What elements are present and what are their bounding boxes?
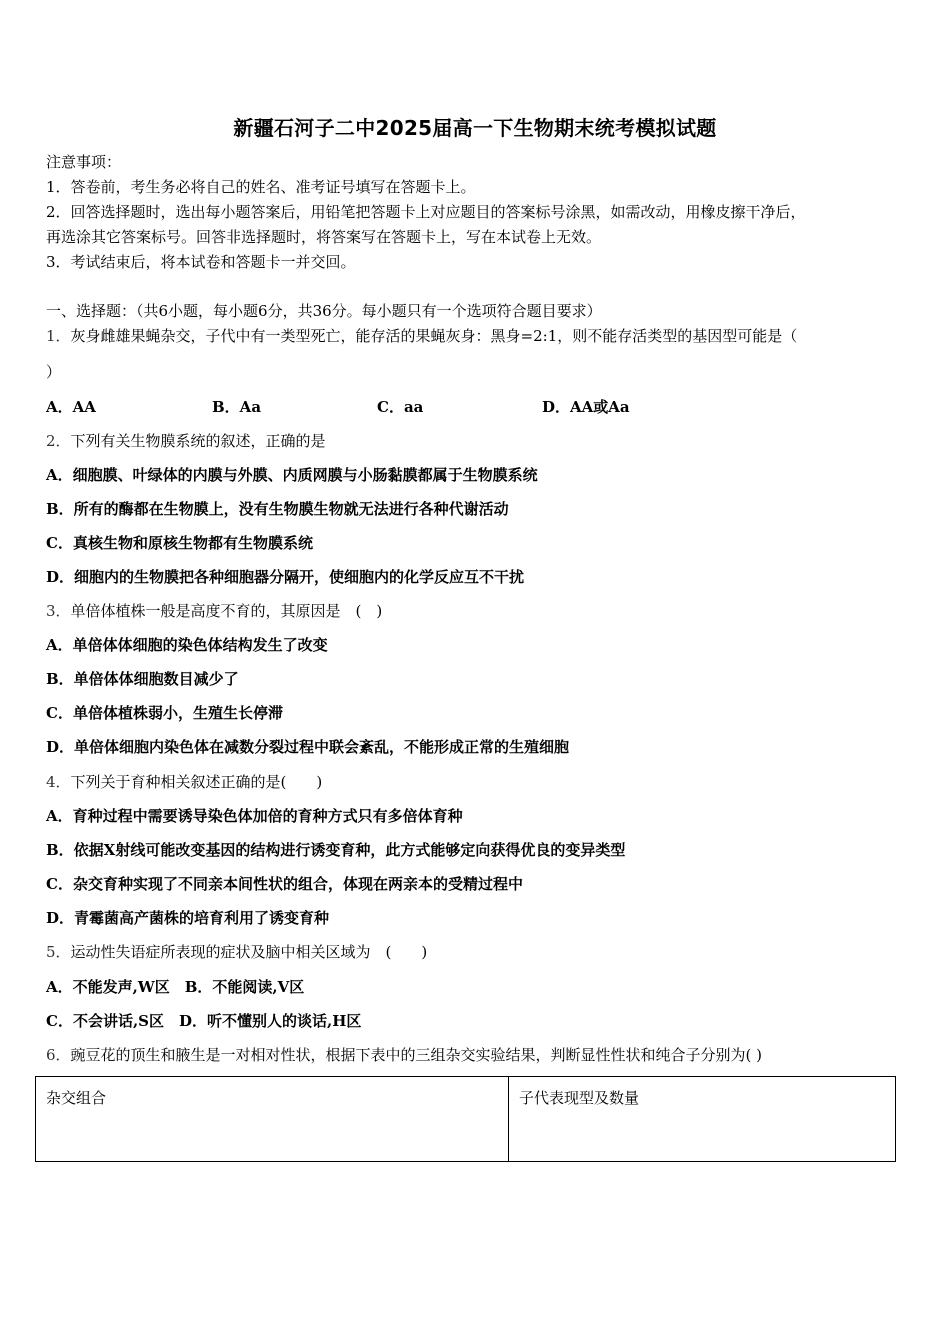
question-stem-continuation: ） xyxy=(46,363,62,381)
option-a: A．育种过程中需要诱导染色体加倍的育种方式只有多倍体育种 xyxy=(46,807,463,825)
option-a: A．细胞膜、叶绿体的内膜与外膜、内质网膜与小肠黏膜都属于生物膜系统 xyxy=(46,466,538,484)
question-stem: 豌豆花的顶生和腋生是一对相对性状，根据下表中的三组杂交实验结果，判断显性性状和纯合子分别为( ) xyxy=(70,1046,763,1064)
table-row xyxy=(36,1077,896,1162)
option-b: B．所有的酶都在生物膜上，没有生物膜生物就无法进行各种代谢活动 xyxy=(46,500,509,518)
notice-item: 再选涂其它答案标号。回答非选择题时，将答案写在答题卡上，写在本试卷上无效。 xyxy=(46,228,602,246)
option-c: C．单倍体植株弱小，生殖生长停滞 xyxy=(46,704,283,722)
option-c-d: C．不会讲话,S区 D．听不懂别人的谈话,H区 xyxy=(46,1012,362,1030)
question-number: 5． xyxy=(46,943,71,961)
page-title: 新疆石河子二中2025届高一下生物期末统考模拟试题 xyxy=(233,116,717,140)
question-stem: 运动性失语症所表现的症状及脑中相关区域为 ( ) xyxy=(70,943,428,961)
notice-item: 2．回答选择题时，选出每小题答案后，用铅笔把答题卡上对应题目的答案标号涂黑，如需改动，用橡皮擦干净后， xyxy=(46,203,806,221)
option-d: D．细胞内的生物膜把各种细胞器分隔开，使细胞内的化学反应互不干扰 xyxy=(46,568,525,586)
question-number: 6． xyxy=(46,1046,71,1064)
table-header-offspring: 子代表现型及数量 xyxy=(509,1077,896,1162)
option-b: B．单倍体体细胞数目减少了 xyxy=(46,670,239,688)
question-3 xyxy=(46,601,382,621)
option-d: D．单倍体细胞内染色体在减数分裂过程中联会紊乱，不能形成正常的生殖细胞 xyxy=(46,738,570,756)
notice-heading: 注意事项： xyxy=(46,153,122,171)
option-c: C．真核生物和原核生物都有生物膜系统 xyxy=(46,534,313,552)
option-c: C．杂交育种实现了不同亲本间性状的组合，体现在两亲本的受精过程中 xyxy=(46,875,523,893)
question-5 xyxy=(46,942,427,962)
option-c: C．aa xyxy=(377,398,424,416)
option-a: A．AA xyxy=(46,398,96,416)
question-number: 2． xyxy=(46,432,71,450)
question-stem: 灰身雌雄果蝇杂交，子代中有一类型死亡，能存活的果蝇灰身：黑身=2:1，则不能存活类型的基因型可能是（ xyxy=(70,327,798,345)
option-b: B．依据X射线可能改变基因的结构进行诱变育种，此方式能够定向获得优良的变异类型 xyxy=(46,841,626,859)
option-d: D．青霉菌高产菌株的培育利用了诱变育种 xyxy=(46,909,330,927)
question-1 xyxy=(46,326,797,346)
cross-table xyxy=(35,1076,896,1162)
section-heading: 一、选择题：（共6小题，每小题6分，共36分。每小题只有一个选项符合题目要求） xyxy=(46,302,602,320)
option-a: A．单倍体体细胞的染色体结构发生了改变 xyxy=(46,636,328,654)
question-number: 4． xyxy=(46,773,71,791)
notice-item: 1．答卷前，考生务必将自己的姓名、准考证号填写在答题卡上。 xyxy=(46,178,476,196)
question-2 xyxy=(46,431,326,451)
notice-item: 3．考试结束后，将本试卷和答题卡一并交回。 xyxy=(46,253,356,271)
question-stem: 下列有关生物膜系统的叙述，正确的是 xyxy=(70,432,326,450)
option-a-b: A．不能发声,W区 B．不能阅读,V区 xyxy=(46,978,305,996)
question-stem: 单倍体植株一般是高度不育的，其原因是 ( ) xyxy=(70,602,383,620)
table-header-cross: 杂交组合 xyxy=(36,1077,509,1162)
question-stem: 下列关于育种相关叙述正确的是( ) xyxy=(70,773,323,791)
question-number: 3． xyxy=(46,602,71,620)
question-6 xyxy=(46,1045,762,1065)
option-d: D．AA或Aa xyxy=(542,398,630,416)
question-4 xyxy=(46,772,322,792)
question-number: 1． xyxy=(46,327,71,345)
option-b: B．Aa xyxy=(212,398,262,416)
